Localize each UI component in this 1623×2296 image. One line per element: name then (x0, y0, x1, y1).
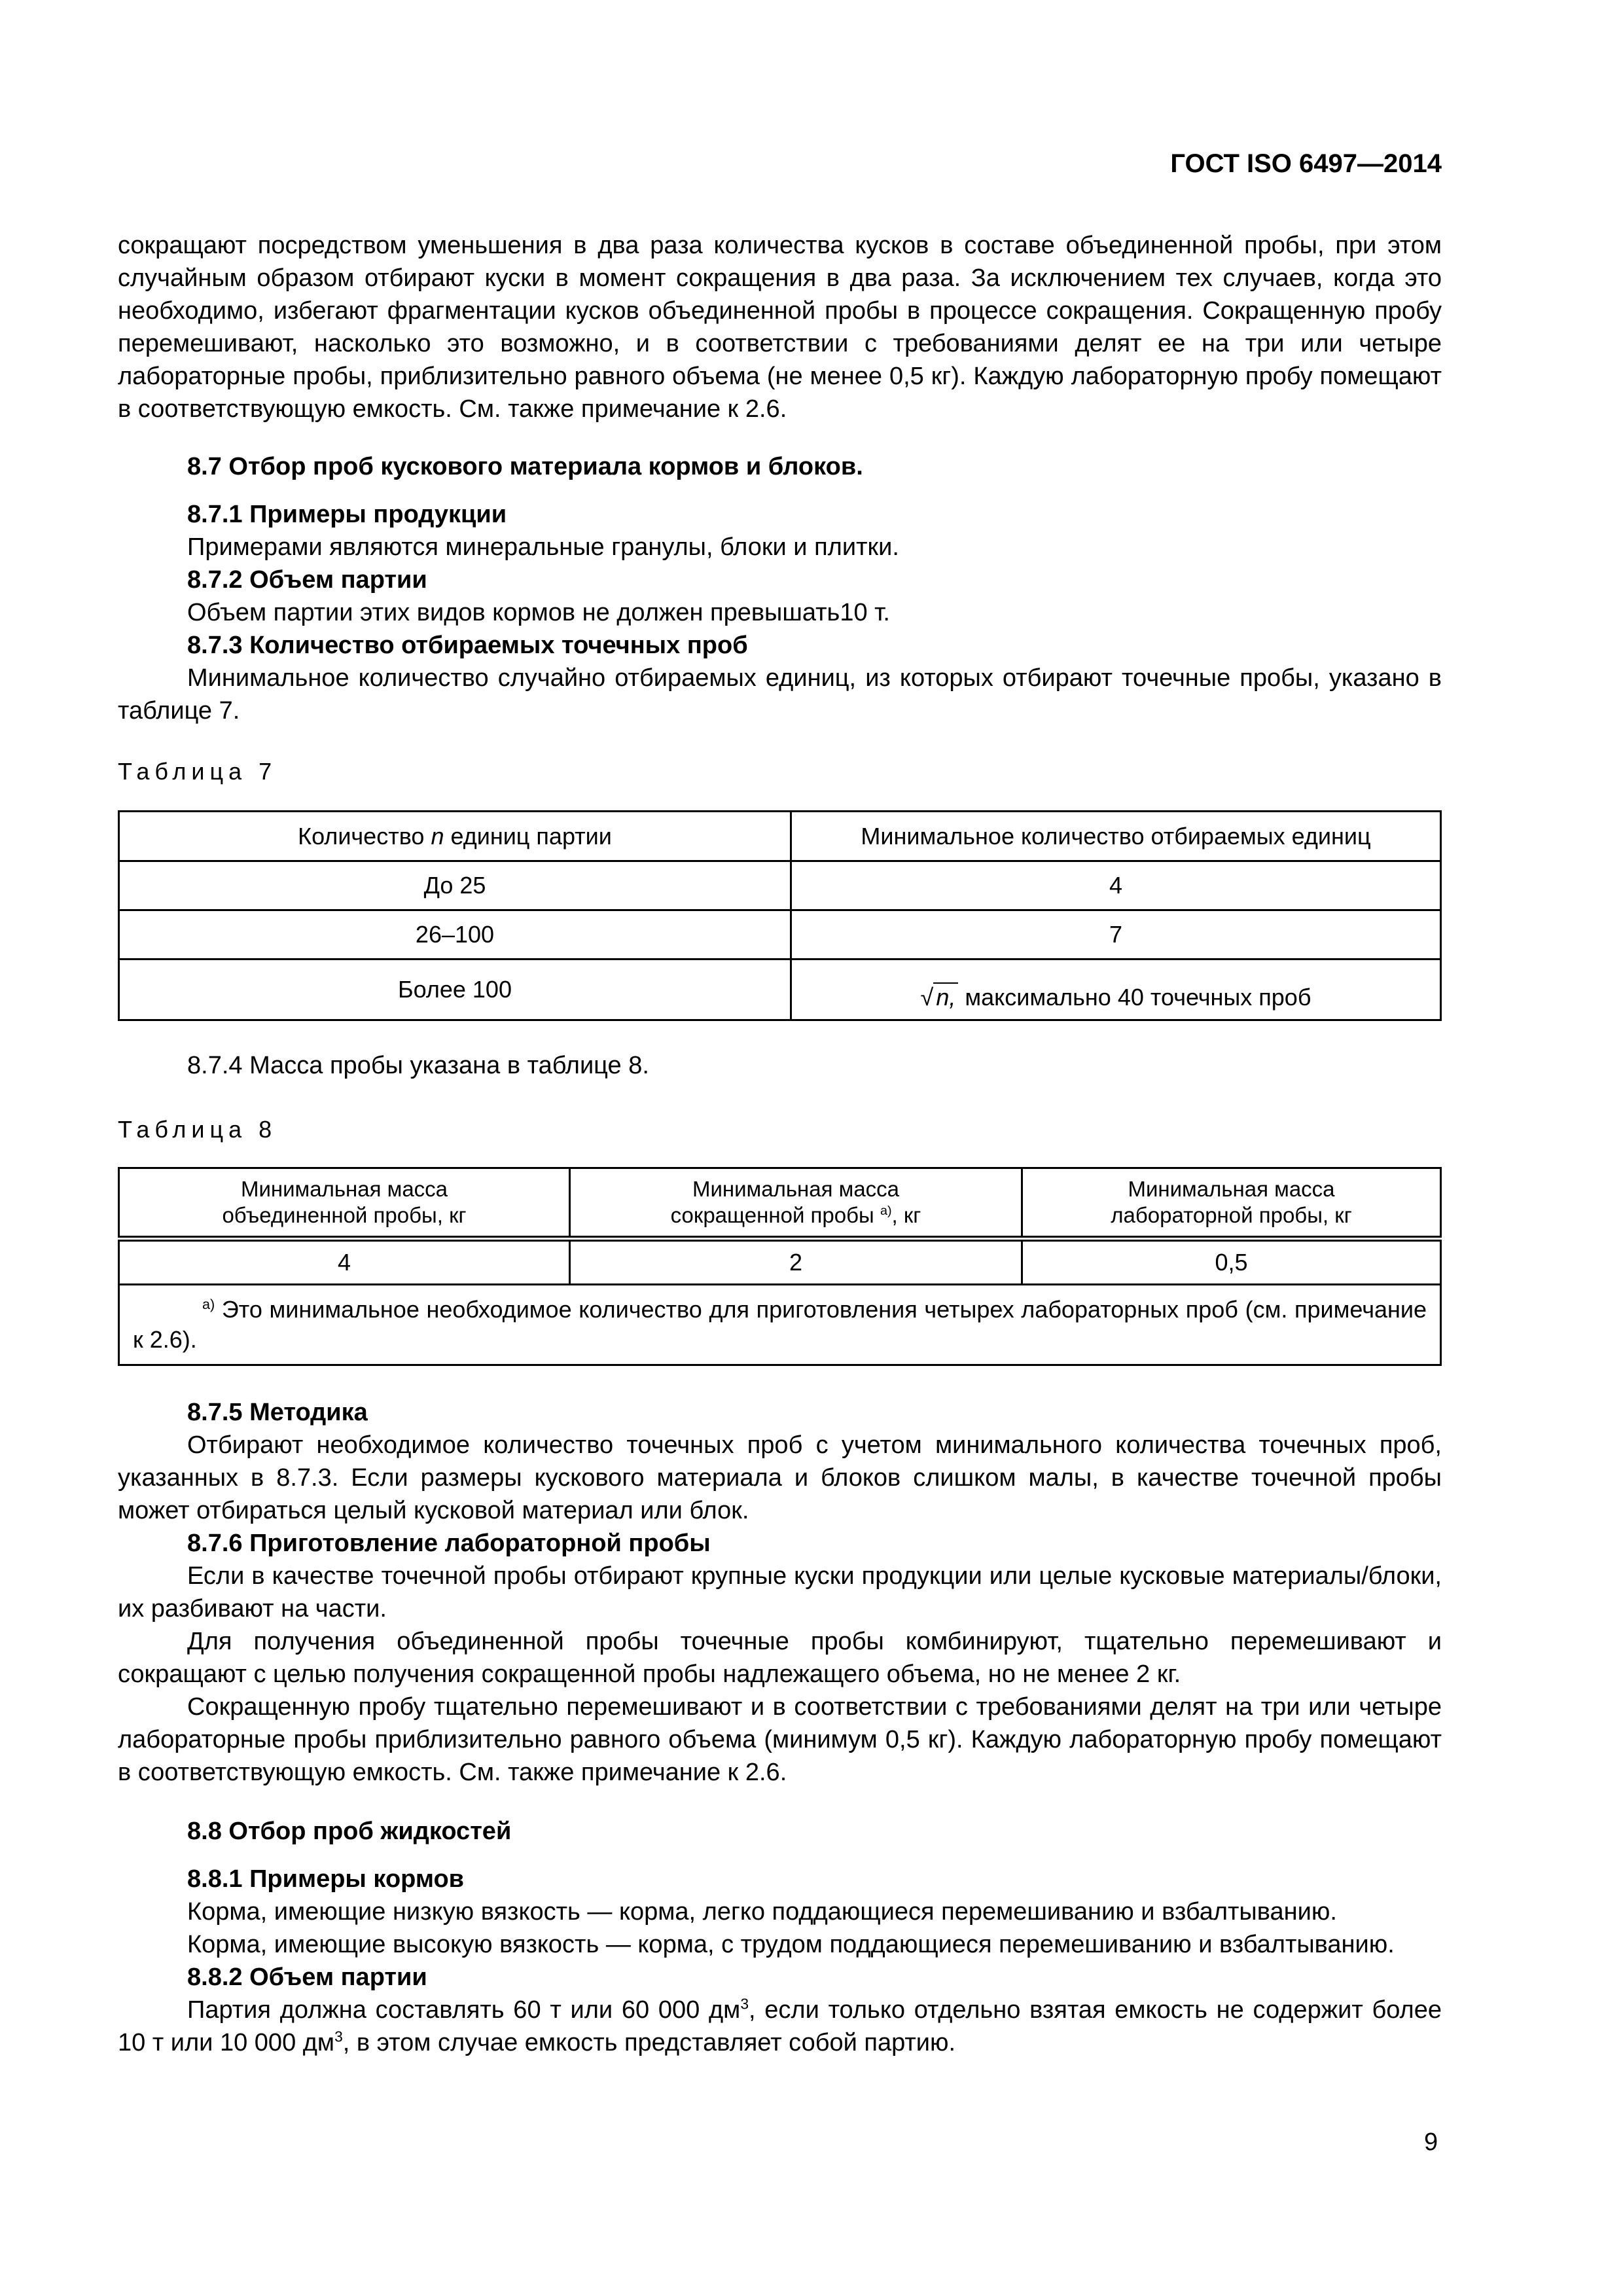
header-text: , кг (891, 1203, 921, 1227)
table-footnote-row (119, 1285, 1441, 1365)
paragraph: Если в качестве точечной пробы отбирают крупные куски продукции или целые кусковые материалы/блоки, их разбивают на части. (118, 1562, 1442, 1623)
text: , в этом случае емкость представляет собой партию. (342, 2029, 956, 2056)
table-header-cell (570, 1168, 1022, 1239)
paragraph: Объем партии этих видов кормов не должен превышать10 т. (187, 599, 890, 626)
header-text: Минимальная масса (240, 1177, 448, 1201)
sqrt-argument: n, (933, 982, 958, 1011)
header-text: объединенной пробы, кг (222, 1203, 467, 1227)
table-cell: 7 (791, 910, 1441, 960)
subsection-heading: 8.7.6 Приготовление лабораторной пробы (187, 1530, 711, 1557)
table-cell: 4 (791, 861, 1441, 910)
section-heading: 8.8 Отбор проб жидкостей (187, 1818, 512, 1845)
table-footnote (119, 1285, 1441, 1365)
section-8-8 (118, 1815, 1442, 2059)
section-heading: 8.7 Отбор проб кускового материала кормов и блоков. (187, 453, 863, 480)
subsection-heading: 8.8.2 Объем партии (187, 1964, 427, 1991)
table-row (119, 960, 1441, 1020)
section-8-7-5 (118, 1396, 1442, 1789)
footnote-text: Это минимальное необходимое количество для приготовления четырех лабораторных проб (см. примечание к 2.6). (133, 1296, 1427, 1353)
header-text: единиц партии (444, 822, 612, 850)
paragraph: Минимальное количество случайно отбираемых единиц, из которых отбирают точечные пробы, указано в таблице 7. (118, 664, 1442, 725)
table-cell: Более 100 (119, 960, 791, 1020)
document-header: ГОСТ ISO 6497—2014 (1170, 149, 1442, 178)
header-text: лабораторной пробы, кг (1111, 1203, 1352, 1227)
header-text: сокращенной пробы (670, 1203, 880, 1227)
paragraph: Корма, имеющие низкую вязкость — корма, легко поддающиеся перемешиванию и взбалтыванию. (187, 1898, 1337, 1926)
table-header-cell (119, 812, 791, 861)
superscript: 3 (740, 1995, 749, 2013)
page-number: 9 (1424, 2128, 1438, 2156)
table-row (119, 910, 1441, 960)
text: , если только отдельно взятая емкость не содержит более 10 т или 10 000 дм (118, 1996, 1442, 2056)
table-cell (791, 960, 1441, 1020)
superscript: 3 (334, 2028, 343, 2045)
table-cell: 2 (570, 1239, 1022, 1285)
table-header-cell (1022, 1168, 1441, 1239)
subsection-heading: 8.7.5 Методика (187, 1399, 368, 1426)
paragraph-text: сокращают посредством уменьшения в два раза количества кусков в составе объединенной пробы, при этом случайным образом отбирают куски в момент сокращения в два раза. За исключением тех случаев, когда это необходимо, избегают фрагментации кусков объединенной пробы в процессе сокращения. Сокращенную пробу перемешивают, насколько это возможно, и в соответствии с требованиями делят ее на три или четыре лабораторные пробы, приблизительно равного объема (не менее 0,5 кг). Каждую лабораторную пробу помещают в соответствующую емкость. См. также примечание к 2.6. (118, 232, 1442, 423)
paragraph: Сокращенную пробу тщательно перемешивают и в соответствии с требованиями делят на три или четыре лабораторные пробы приблизительно равного объема (минимум 0,5 кг). Каждую лабораторную пробу помещают в соответствующую емкость. См. также примечание к 2.6. (118, 1693, 1442, 1786)
table-row (119, 1239, 1441, 1285)
table-8-caption: Таблица 8 (118, 1116, 277, 1143)
paragraph: Корма, имеющие высокую вязкость — корма, с трудом поддающиеся перемешиванию и взбалтыванию. (187, 1931, 1395, 1958)
footnote-mark: a) (202, 1296, 215, 1312)
header-text: Количество (298, 822, 431, 850)
intro-paragraph (118, 229, 1442, 425)
paragraph: Для получения объединенной пробы точечные пробы комбинируют, тщательно перемешивают и сокращают с целью получения сокращенной пробы надлежащего объема, но не менее 2 кг. (118, 1628, 1442, 1688)
section-8-7-4 (118, 1049, 1442, 1082)
section-8-7 (118, 450, 1442, 727)
header-var: n (431, 822, 444, 850)
paragraph (118, 1994, 1442, 2059)
subsection-heading: 8.7.2 Объем партии (187, 566, 427, 594)
header-text: Минимальная масса (692, 1177, 900, 1201)
table-cell: 0,5 (1022, 1239, 1441, 1285)
subsection-heading: 8.7.1 Примеры продукции (187, 501, 507, 528)
paragraph: Примерами являются минеральные гранулы, блоки и плитки. (187, 533, 899, 561)
table-7-caption: Таблица 7 (118, 758, 277, 785)
table-cell: 4 (119, 1239, 570, 1285)
table-8 (118, 1167, 1442, 1366)
paragraph: Отбирают необходимое количество точечных проб с учетом минимального количества точечных проб, указанных в 8.7.3. Если размеры кускового материала и блоков слишком малы, в качестве точечной пробы может отбираться целый кусковой материал или блок. (118, 1431, 1442, 1524)
table-header-cell (119, 1168, 570, 1239)
table-header-cell: Минимальное количество отбираемых единиц (791, 812, 1441, 861)
table-cell: До 25 (119, 861, 791, 910)
table-7 (118, 810, 1442, 1021)
cell-text: максимально 40 точечных проб (965, 984, 1311, 1011)
subsection-heading: 8.7.3 Количество отбираемых точечных проб (187, 632, 748, 659)
subsection-heading: 8.8.1 Примеры кормов (187, 1865, 465, 1893)
table-row (119, 861, 1441, 910)
header-text: Минимальная масса (1128, 1177, 1335, 1201)
footnote-mark: a) (880, 1204, 892, 1218)
sqrt-icon: √ (920, 984, 934, 1011)
table-cell: 26–100 (119, 910, 791, 960)
text: Партия должна составлять 60 т или 60 000 дм (187, 1996, 741, 2024)
paragraph: 8.7.4 Масса пробы указана в таблице 8. (187, 1052, 649, 1079)
table-header-row (119, 1168, 1441, 1239)
